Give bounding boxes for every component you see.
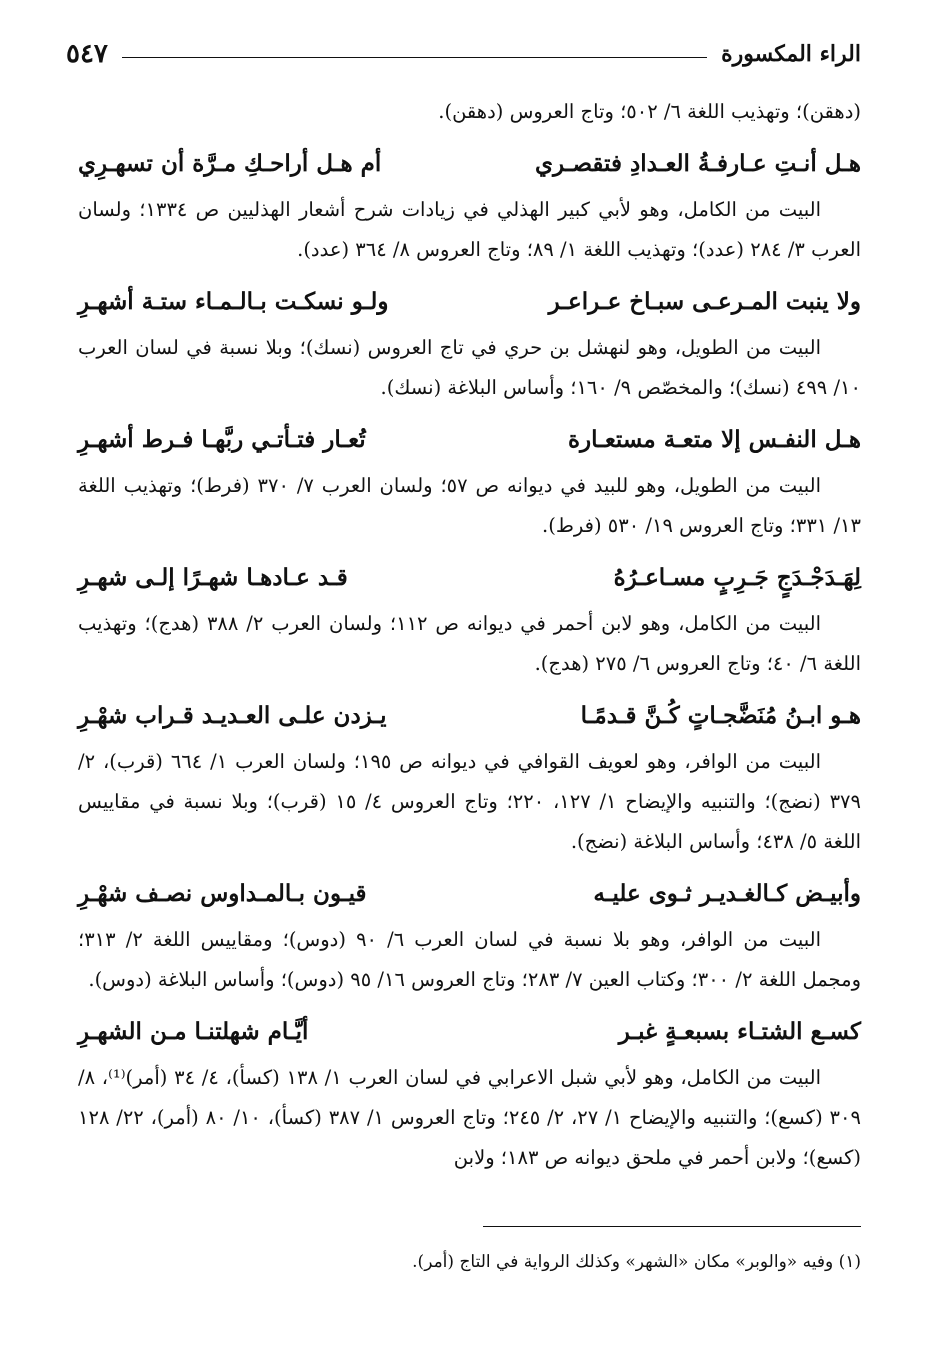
- verse-first-hemistich: ولا ينبت المـرعـى سبـاخ عـراعـر: [548, 287, 861, 315]
- continuation-text: (دهقن)؛ وتهذيب اللغة ٦/ ٥٠٢؛ وتاج العروس (دهقن).: [438, 100, 861, 123]
- verse-commentary: البيت من الكامل، وهو لأبي كبير الهذلي في زيادات شرح أشعار الهذليين ص ١٣٣٤؛ ولسان العرب ٣/ ٢٨٤ (عدد)؛ وتهذيب اللغة ١/ ٨٩؛ وتاج العروس ٨/ ٣٦٤ (عدد).: [78, 198, 861, 261]
- verse-first-hemistich: لِهَـدَجْـدَجٍ جَـرِبٍ مسـاعـرُهُ: [613, 563, 861, 591]
- verse-first-hemistich: هـل أنـتِ عـارفـةُ العـدادِ فتقصـري: [535, 149, 861, 177]
- verse-second-hemistich: يـزدن علـى العـديـد قـراب شهْـرِ: [78, 701, 387, 729]
- footnote: (١) وفيه «والوبر» مكان «الشهر» وكذلك الرواية في التاج (أمر).: [412, 1252, 861, 1272]
- verse-commentary: البيت من الوافر، وهو لعويف القوافي في ديوانه ص ١٩٥؛ ولسان العرب ١/ ٦٦٤ (قرب)، ٢/ ٣٧٩ (نضج)؛ والتنبيه والإيضاح ١/ ١٢٧، ٢٢٠؛ وتاج العروس ٤/ ١٥ (قرب)؛ وبلا نسبة في مقاييس اللغة ٥/ ٤٣٨؛ وأساس البلاغة (نضج).: [78, 750, 861, 853]
- verse-commentary: البيت من الكامل، وهو لأبي شبل الاعرابي في لسان العرب ١/ ١٣٨ (كسأ)، ٤/ ٣٤ (أمر)⁽¹⁾، ٨/ ٣٠٩ (كسع)؛ والتنبيه والإيضاح ١/ ٢٧، ٢/ ٢٤٥؛ وتاج العروس ١/ ٣٨٧ (كسأ)، ١٠/ ٨٠ (أمر)، ٢٢/ ١٢٨ (كسع)؛ ولابن أحمر في ملحق ديوانه ص ١٨٣؛ ولابن: [78, 1066, 861, 1169]
- running-title: الراء المكسورة: [721, 41, 861, 67]
- verse-commentary: البيت من الكامل، وهو لابن أحمر في ديوانه ص ١١٢؛ ولسان العرب ٢/ ٣٨٨ (هدج)؛ وتهذيب اللغة ٦/ ٤٠؛ وتاج العروس ٦/ ٢٧٥ (هدج).: [78, 612, 861, 675]
- verse-second-hemistich: قيـون بـالمـداوس نصـف شهْـرِ: [78, 879, 367, 907]
- verse-second-hemistich: أيَّـام شهلتنـا مـن الشهـرِ: [78, 1017, 309, 1045]
- verse-line: [78, 1004, 861, 1058]
- verse-line: [78, 688, 861, 742]
- page-number: ٥٤٧: [66, 39, 108, 69]
- verse-second-hemistich: أم هـل أراحـكِ مـرَّة أن تسهـرِي: [78, 149, 382, 177]
- verse-line: [78, 136, 861, 190]
- verse-second-hemistich: قـد عـادهـا شهـرًا إلـى شهـرِ: [78, 563, 348, 591]
- verse-line: [78, 550, 861, 604]
- verse-first-hemistich: وأبيـض كـالغـديـر ثـوى عليـه: [593, 879, 861, 907]
- verse-commentary: البيت من الطويل، وهو للبيد في ديوانه ص ٥٧؛ ولسان العرب ٧/ ٣٧٠ (فرط)؛ وتهذيب اللغة ١٣/ ٣٣١؛ وتاج العروس ١٩/ ٥٣٠ (فرط).: [78, 474, 861, 537]
- footnote-separator: [483, 1226, 861, 1227]
- page-header: [66, 36, 861, 72]
- verse-line: [78, 274, 861, 328]
- verse-commentary: البيت من الوافر، وهو بلا نسبة في لسان العرب ٦/ ٩٠ (دوس)؛ ومقاييس اللغة ٢/ ٣١٣؛ ومجمل اللغة ٢/ ٣٠٠؛ وكتاب العين ٧/ ٢٨٣؛ وتاج العروس ١٦/ ٩٥ (دوس)؛ وأساس البلاغة (دوس).: [78, 928, 861, 991]
- verse-line: [78, 412, 861, 466]
- verse-commentary: البيت من الطويل، وهو لنهشل بن حري في تاج العروس (نسك)؛ وبلا نسبة في لسان العرب ١٠/ ٤٩٩ (نسك)؛ والمخصّص ٩/ ١٦٠؛ وأساس البلاغة (نسك).: [78, 336, 861, 399]
- verse-second-hemistich: ولـو نسكـت بـالـمـاء ستـة أشهـرِ: [78, 287, 389, 315]
- verse-line: [78, 866, 861, 920]
- verse-first-hemistich: هـو ابـنُ مُنَضَّجـاتٍ كُـنَّ قـدمًـا: [580, 701, 861, 729]
- header-rule: [122, 57, 707, 58]
- verse-first-hemistich: هـل النفـس إلا متعـة مستعـارة: [567, 425, 861, 453]
- verse-second-hemistich: تُعـار فتـأتـي ربَّهـا فـرط أشهـرِ: [78, 425, 366, 453]
- verse-first-hemistich: كسـع الشتـاء بسبعـةٍ غبـر: [618, 1017, 861, 1045]
- page-content: [78, 92, 861, 1178]
